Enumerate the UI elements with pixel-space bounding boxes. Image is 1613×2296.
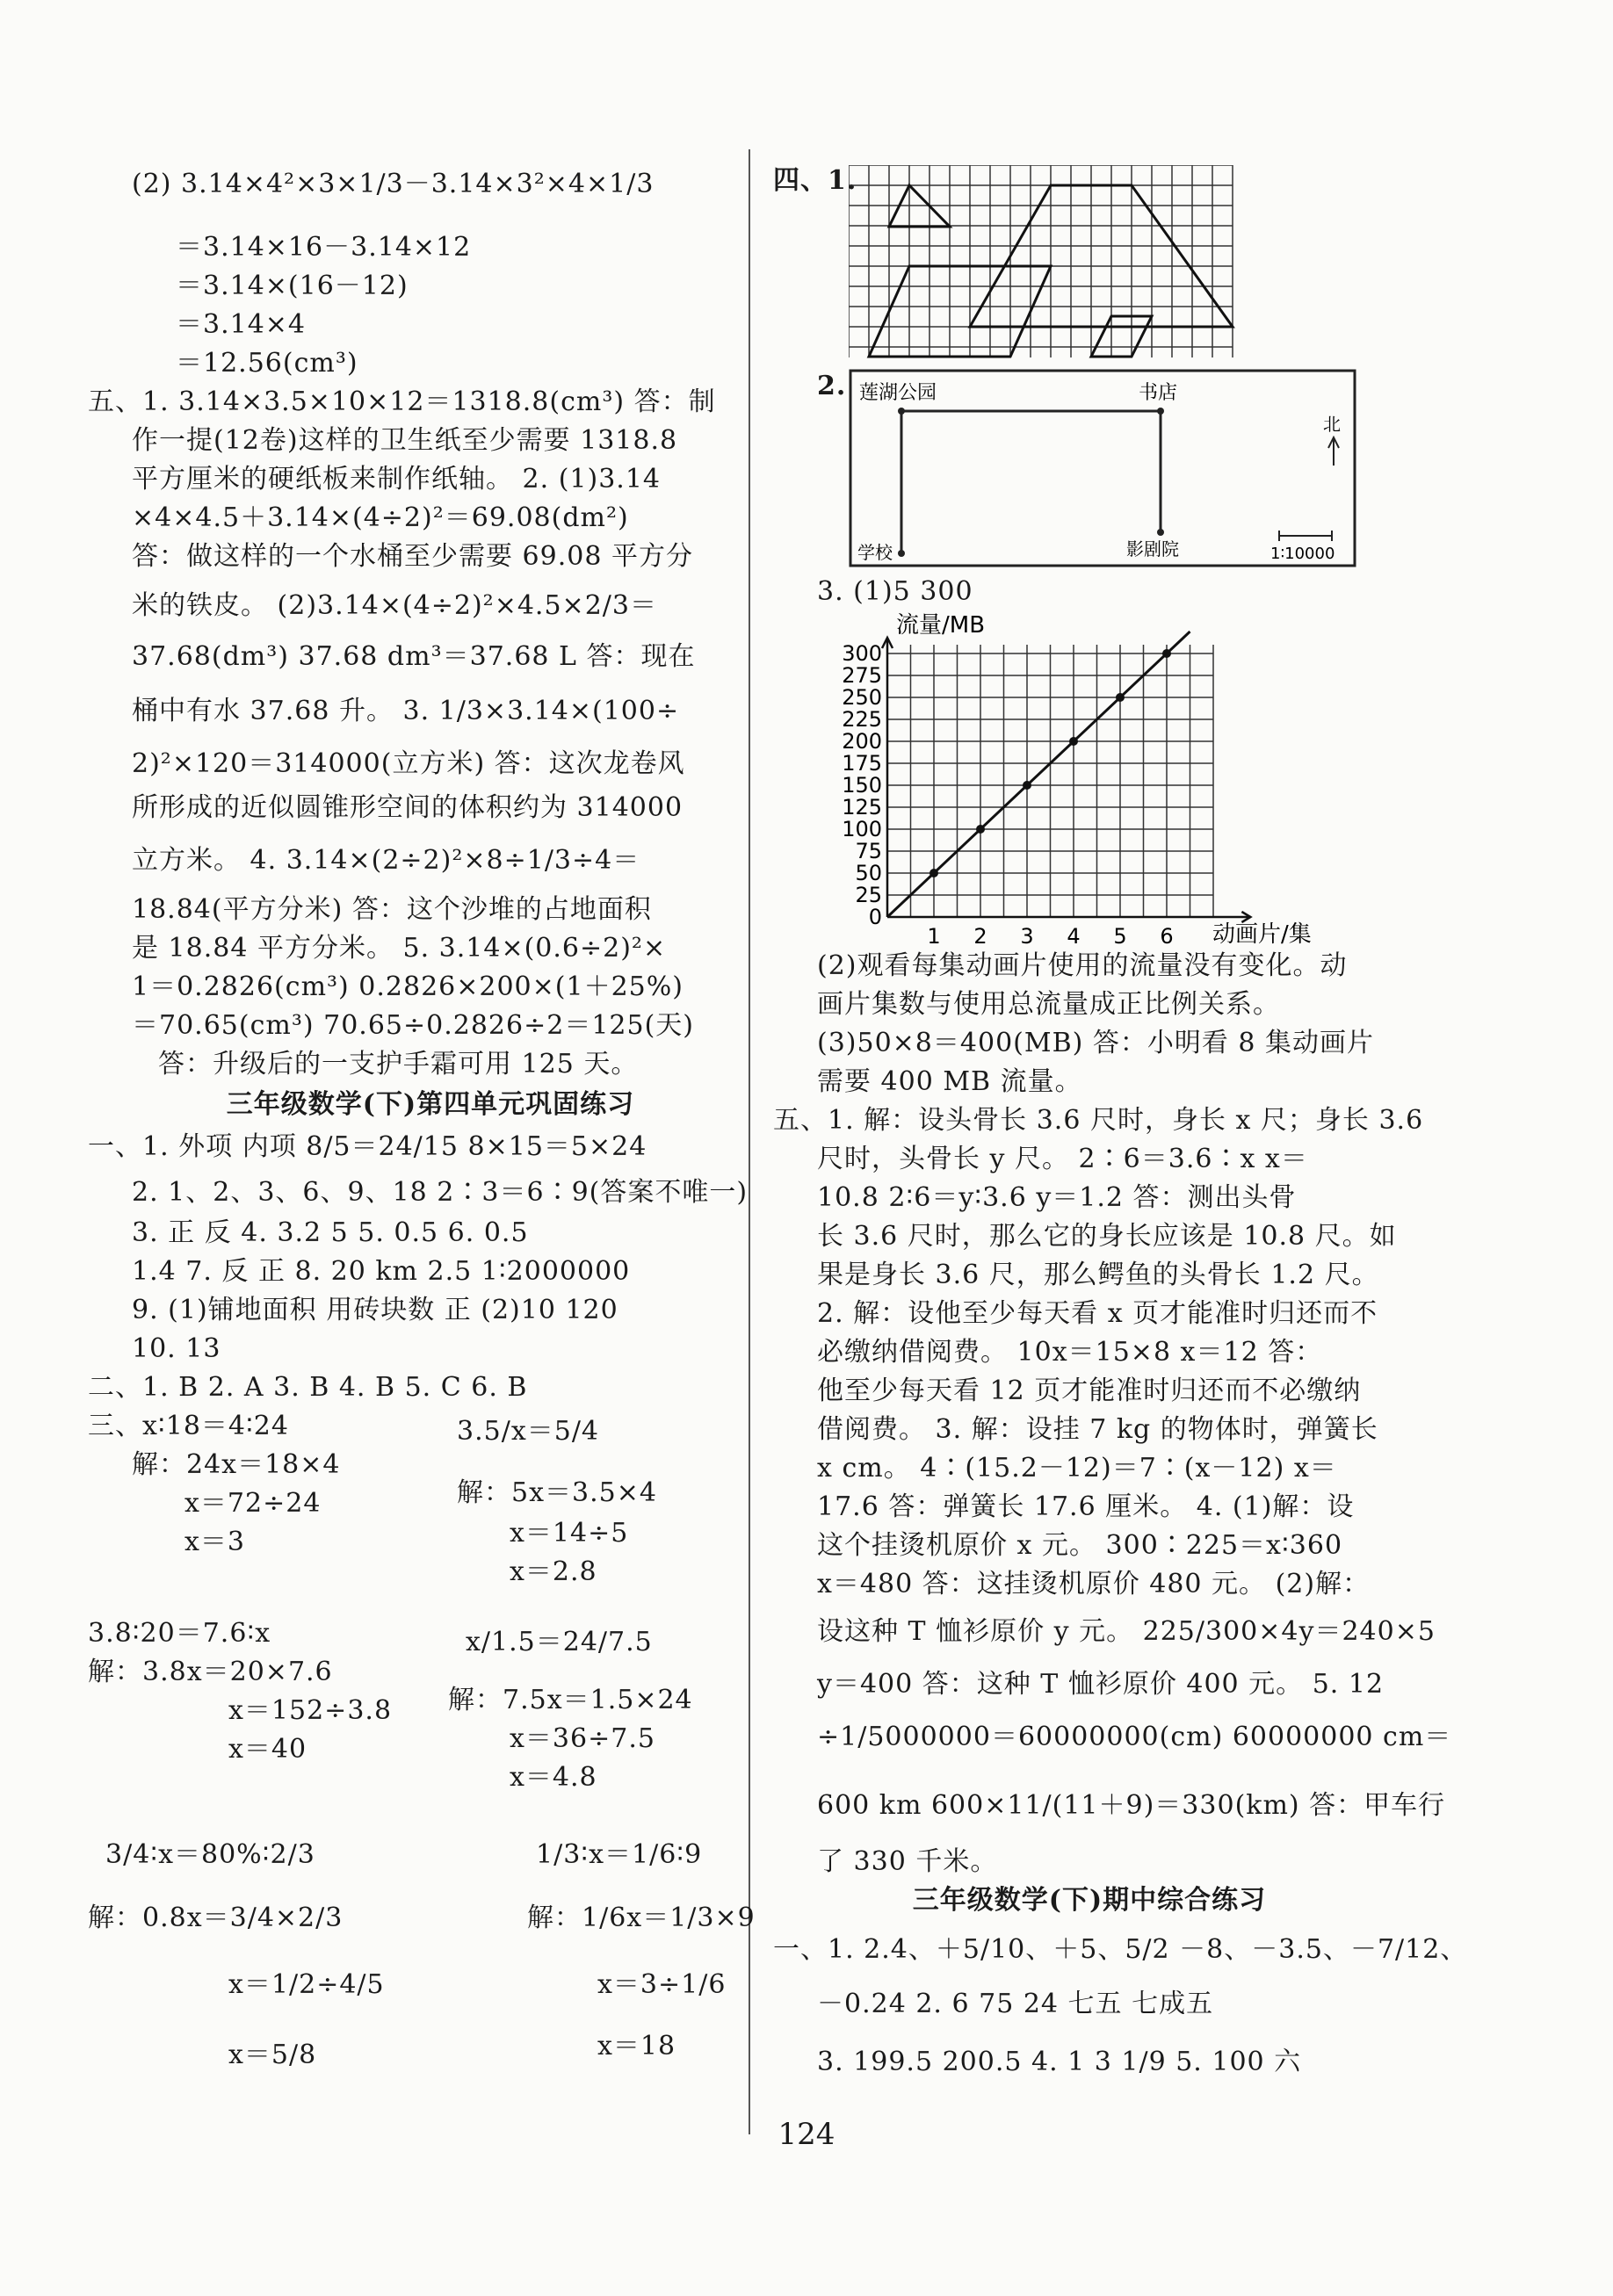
bookstore-dot: [1157, 408, 1164, 415]
text-line: 了 330 千米。: [817, 1846, 998, 1877]
school-dot: [898, 550, 905, 557]
text-line: 1.4 7. 反 正 8. 20 km 2.5 1∶2000000: [132, 1256, 631, 1287]
equation-line: x＝4.8: [510, 1762, 597, 1793]
y-tick-label: 275: [842, 663, 882, 688]
x-tick-label: 4: [1067, 924, 1081, 949]
y-tick-label: 25: [855, 883, 882, 907]
equation-line: x＝18: [597, 2031, 676, 2061]
text-line: 所形成的近似圆锥形空间的体积约为 314000: [132, 792, 684, 823]
x-tick-label: 3: [1020, 924, 1034, 949]
text-line: 答：做这样的一个水桶至少需要 69.08 平方分: [132, 541, 693, 572]
text-line: 18.84(平方分米) 答：这个沙堆的占地面积: [132, 894, 652, 925]
scale-bar: [1279, 531, 1332, 541]
text-line: x＝480 答：这挂烫机原价 480 元。 (2)解：: [817, 1569, 1371, 1599]
text-line: ＝3.14×16－3.14×12: [176, 232, 472, 263]
chart-xlabel: 动画片/集: [1212, 921, 1312, 948]
flow-chart: [835, 610, 1379, 952]
route-map: [849, 369, 1358, 569]
text-line: 37.68(dm³) 37.68 dm³＝37.68 L 答：现在: [132, 641, 696, 672]
text-line: 尺时，头骨长 y 尺。 2∶6＝3.6∶x x＝: [817, 1144, 1308, 1174]
x-tick-label: 2: [973, 924, 987, 949]
equation-line: 解：5x＝3.5×4: [457, 1477, 657, 1508]
text-line: 一、1. 外项 内项 8/5＝24/15 8×15＝5×24: [88, 1131, 647, 1162]
text-line: 借阅费。 3. 解：设挂 7 kg 的物体时，弹簧长: [817, 1414, 1378, 1445]
equation-line: x＝14÷5: [510, 1518, 629, 1549]
text-line: －0.24 2. 6 75 24 七五 七成五: [817, 1989, 1214, 2019]
y-tick-label: 300: [842, 641, 882, 666]
equation-line: 三、x∶18＝4∶24: [88, 1411, 289, 1441]
text-line: ×4×4.5＋3.14×(4÷2)²＝69.08(dm²): [132, 502, 629, 533]
text-line: 平方厘米的硬纸板来制作纸轴。 2. (1)3.14: [132, 464, 661, 495]
text-line: 五、1. 解：设头骨长 3.6 尺时，身长 x 尺；身长 3.6: [773, 1105, 1424, 1136]
equation-line: x＝36÷7.5: [510, 1723, 655, 1754]
text-line: ＝12.56(cm³): [176, 348, 358, 379]
y-tick-label: 100: [842, 817, 882, 841]
text-line: 画片集数与使用总流量成正比例关系。: [817, 989, 1280, 1020]
text-line: 3. (1)5 300: [817, 576, 973, 607]
text-line: y＝400 答：这种 T 恤衫原价 400 元。 5. 12: [817, 1669, 1385, 1700]
text-line: 2. 解：设他至少每天看 x 页才能准时归还而不: [817, 1298, 1378, 1329]
equation-line: x＝2.8: [510, 1556, 597, 1587]
equation-line: x＝5/8: [228, 2040, 317, 2070]
text-line: 答：升级后的一支护手霜可用 125 天。: [158, 1049, 639, 1079]
y-tick-label: 0: [868, 905, 882, 929]
text-line: 二、1. B 2. A 3. B 4. B 5. C 6. B: [88, 1372, 528, 1403]
question-label: 2.: [817, 371, 847, 401]
chart-ylabel: 流量/MB: [896, 612, 986, 639]
parallelogram-left: [869, 266, 1051, 357]
school-label: 学校: [857, 542, 893, 563]
text-line: 需要 400 MB 流量。: [817, 1066, 1082, 1097]
large-triangle: [970, 185, 1233, 327]
text-line: 设这种 T 恤衫原价 y 元。 225/300×4y＝240×5: [817, 1616, 1436, 1647]
equation-line: 解：24x＝18×4: [132, 1449, 341, 1480]
text-line: 10.8 2∶6＝y∶3.6 y＝1.2 答：测出头骨: [817, 1182, 1297, 1213]
cinema-dot: [1157, 529, 1164, 536]
text-line: 是 18.84 平方分米。 5. 3.14×(0.6÷2)²×: [132, 933, 667, 964]
text-line: 2. 1、2、3、6、9、18 2∶3＝6∶9(答案不唯一): [132, 1177, 749, 1208]
text-line: ＝3.14×4: [176, 309, 307, 340]
page-number: 124: [778, 2117, 835, 2152]
park-label: 莲湖公园: [859, 382, 937, 404]
text-line: 米的铁皮。 (2)3.14×(4÷2)²×4.5×2/3＝: [132, 590, 657, 621]
scale-label: 1∶10000: [1270, 545, 1335, 563]
text-line: 2)²×120＝314000(立方米) 答：这次龙卷风: [132, 748, 685, 779]
parallelogram-right: [1091, 316, 1152, 357]
x-tick-label: 1: [927, 924, 941, 949]
text-line: 他至少每天看 12 页才能准时归还而不必缴纳: [817, 1375, 1362, 1406]
text-line: ÷1/5000000＝60000000(cm) 60000000 cm＝: [817, 1722, 1452, 1752]
equation-line: 1/3∶x＝1/6∶9: [536, 1839, 703, 1870]
equation-line: x/1.5＝24/7.5: [466, 1627, 653, 1657]
equation-line: 3/4∶x＝80%∶2/3: [105, 1839, 315, 1870]
text-line: (2) 3.14×4²×3×1/3－3.14×3²×4×1/3: [132, 169, 655, 199]
equation-line: 3.8∶20＝7.6∶x: [88, 1618, 271, 1649]
y-tick-label: 125: [842, 795, 882, 819]
text-line: 五、1. 3.14×3.5×10×12＝1318.8(cm³) 答：制: [88, 386, 716, 417]
text-line: 600 km 600×11/(11＋9)＝330(km) 答：甲车行: [817, 1790, 1446, 1821]
section-title: 三年级数学(下)第四单元巩固练习: [226, 1089, 635, 1120]
text-line: ＝70.65(cm³) 70.65÷0.2826÷2＝125(天): [132, 1010, 694, 1041]
column-divider: [749, 149, 750, 2134]
y-tick-label: 50: [855, 861, 882, 885]
data-point: [1069, 737, 1078, 746]
chart-ticks: [842, 641, 1173, 949]
data-point: [1116, 693, 1125, 702]
text-line: 这个挂烫机原价 x 元。 300∶225＝x∶360: [817, 1530, 1343, 1561]
data-point: [1162, 649, 1171, 658]
text-line: (3)50×8＝400(MB) 答：小明看 8 集动画片: [817, 1028, 1375, 1058]
text-line: 3. 199.5 200.5 4. 1 3 1/9 5. 100 六: [817, 2047, 1302, 2077]
text-line: 1＝0.2826(cm³) 0.2826×200×(1＋25%): [132, 971, 684, 1002]
y-tick-label: 75: [855, 839, 882, 863]
text-line: 必缴纳借阅费。 10x＝15×8 x＝12 答：: [817, 1337, 1323, 1368]
x-tick-label: 5: [1113, 924, 1127, 949]
text-line: 10. 13: [132, 1333, 221, 1364]
text-line: 长 3.6 尺时，那么它的身长应该是 10.8 尺。如: [817, 1221, 1397, 1252]
equation-line: 解：1/6x＝1/3×9: [527, 1903, 756, 1933]
north-arrow-icon: [1328, 437, 1339, 466]
chart-series: [887, 632, 1190, 917]
x-tick-label: 6: [1160, 924, 1174, 949]
equation-line: 解：7.5x＝1.5×24: [448, 1685, 693, 1715]
data-point: [1023, 781, 1031, 790]
y-tick-label: 225: [842, 707, 882, 732]
text-line: ＝3.14×(16－12): [176, 271, 409, 301]
text-line: 桶中有水 37.68 升。 3. 1/3×3.14×(100÷: [132, 696, 680, 726]
equation-line: 解：0.8x＝3/4×2/3: [88, 1903, 344, 1933]
question-label: 四、1.: [773, 165, 857, 196]
chart-grid: [882, 638, 1250, 922]
text-line: (2)观看每集动画片使用的流量没有变化。动: [817, 950, 1348, 981]
equation-line: 解：3.8x＝20×7.6: [88, 1657, 333, 1687]
y-tick-label: 250: [842, 685, 882, 710]
equation-line: x＝152÷3.8: [228, 1695, 393, 1726]
data-point: [929, 869, 938, 877]
equation-line: x＝40: [228, 1734, 307, 1765]
text-line: 17.6 答：弹簧长 17.6 厘米。 4. (1)解：设: [817, 1491, 1355, 1522]
text-line: 立方米。 4. 3.14×(2÷2)²×8÷1/3÷4＝: [132, 845, 640, 876]
text-line: 3. 正 反 4. 3.2 5 5. 0.5 6. 0.5: [132, 1217, 529, 1248]
bookstore-label: 书店: [1139, 382, 1178, 404]
y-tick-label: 150: [842, 773, 882, 798]
text-line: 作一提(12卷)这样的卫生纸至少需要 1318.8: [132, 425, 678, 456]
text-line: 9. (1)铺地面积 用砖块数 正 (2)10 120: [132, 1295, 618, 1325]
equation-line: x＝3: [184, 1527, 246, 1557]
text-line: 果是身长 3.6 尺，那么鳄鱼的头骨长 1.2 尺。: [817, 1260, 1379, 1290]
cinema-label: 影剧院: [1126, 538, 1179, 560]
equation-line: x＝3÷1/6: [597, 1969, 727, 2000]
equation-line: x＝1/2÷4/5: [228, 1969, 385, 2000]
equation-line: x＝72÷24: [184, 1488, 322, 1519]
north-label: 北: [1323, 414, 1341, 435]
section-title: 三年级数学(下)期中综合练习: [912, 1885, 1267, 1916]
grid-figure: [849, 165, 1253, 358]
y-tick-label: 200: [842, 729, 882, 754]
text-line: 一、1. 2.4、＋5/10、＋5、5/2 －8、－3.5、－7/12、: [773, 1934, 1468, 1965]
park-dot: [898, 408, 905, 415]
data-point: [976, 825, 985, 834]
y-tick-label: 175: [842, 751, 882, 776]
text-line: x cm。 4∶(15.2－12)＝7∶(x－12) x＝: [817, 1453, 1337, 1484]
equation-line: 3.5/x＝5/4: [457, 1416, 600, 1447]
